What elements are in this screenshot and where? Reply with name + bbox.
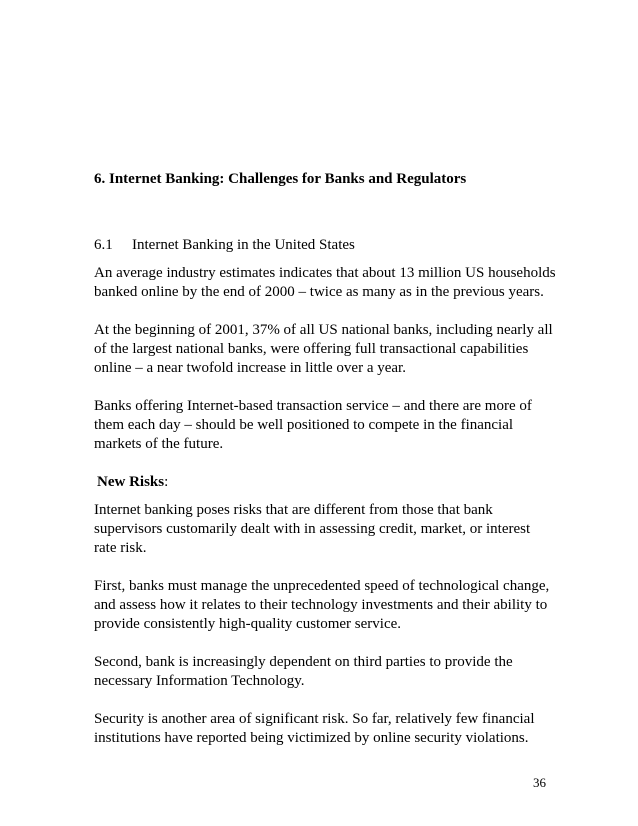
new-risks-colon: : <box>164 474 169 490</box>
chapter-title: 6. Internet Banking: Challenges for Banks and Regulators <box>94 171 467 187</box>
page-number: 36 <box>533 775 546 790</box>
section-title: Internet Banking in the United States <box>132 237 355 253</box>
page-body <box>94 170 564 748</box>
paragraph-third-parties: Second, bank is increasingly dependent on third parties to provide the necessary Information Technology. <box>94 654 513 689</box>
paragraph-technological-change: First, banks must manage the unprecedented speed of technological change, and assess how it relates to their technology investments and their ability to provide consistently high-quality customer service. <box>94 578 550 632</box>
new-risks-subheading <box>94 473 564 492</box>
new-risks-label: New Risks <box>97 474 165 490</box>
paragraph-security-risk: Security is another area of significant risk. So far, relatively few financial institutions have reported being victimized by online security violations. <box>94 711 535 746</box>
paragraph-transaction-service: Banks offering Internet-based transaction service – and there are more of them each day – should be well positioned to compete in the financial markets of the future. <box>94 398 532 452</box>
section-number: 6.1 <box>94 237 113 253</box>
paragraph-households-online: An average industry estimates indicates that about 13 million US households banked online by the end of 2000 – twice as many as in the previous years. <box>94 265 556 300</box>
paragraph-national-banks: At the beginning of 2001, 37% of all US national banks, including nearly all of the largest national banks, were offering full transactional capabilities online – a near twofold increase in little over a year. <box>94 322 553 376</box>
paragraph-risk-overview: Internet banking poses risks that are different from those that bank supervisors customarily dealt with in assessing credit, market, or interest rate risk. <box>94 502 531 556</box>
section-heading <box>94 236 564 255</box>
